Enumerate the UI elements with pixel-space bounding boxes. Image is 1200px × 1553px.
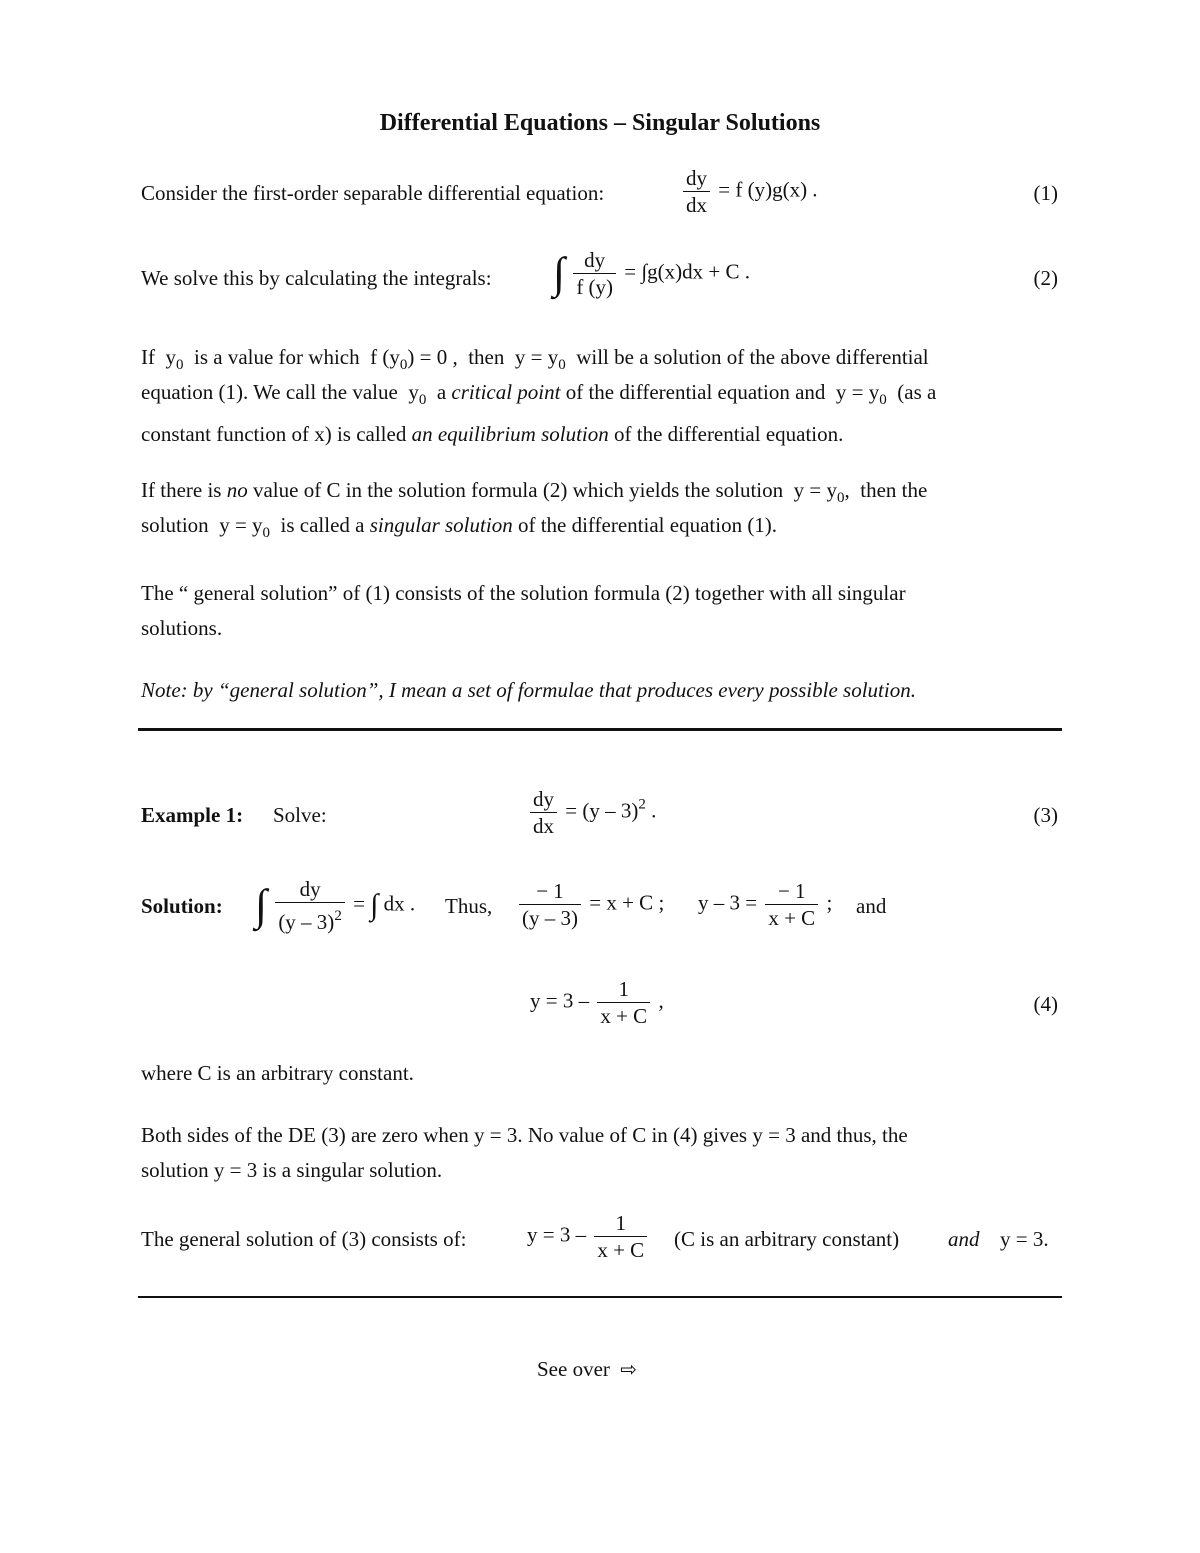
text-run: If there is [141,478,222,502]
eq4-lhs: y = 3 – [530,988,590,1013]
text-run: of the differential equation and [565,380,826,404]
dx-term: dx . [383,891,416,916]
var-y: y [408,380,419,404]
solution-fraction [275,876,345,935]
general-fraction [594,1210,647,1263]
where-text: where C is an arbitrary constant. [141,1061,414,1085]
text-run: constant function of x) is called [141,422,407,446]
eq3-number: (3) [1033,803,1058,827]
emphasis-no: no [226,478,248,502]
math-run: y = y [514,345,559,369]
section-divider-thick [138,728,1062,731]
note [141,678,916,702]
see-over-text: See over [537,1357,610,1381]
eq2-lead: We solve this by calculating the integrals: [141,266,492,290]
solution-integral [255,876,415,935]
text-run: (as a [897,380,937,404]
eq3-denominator: dx [530,812,557,839]
math-run: y = y [219,513,263,537]
solution-and: and [856,894,887,918]
eq2-rhs: = ∫g(x)dx + C . [624,259,750,284]
para1-line3 [141,422,843,446]
critical-point-term: critical point [451,380,561,404]
general-lead: The general solution of (3) consists of: [141,1227,467,1251]
math-run: ) = 0 , [407,345,458,369]
para2-line2 [141,513,777,545]
eq3-dot: . [651,798,657,823]
denominator-exponent: 2 [334,908,342,924]
para2-line1: If there is no value of C in the solution formula (2) which yields the solution $y = y_0$, then the [141,478,928,506]
solution-step3 [698,878,832,931]
para3-line2: solutions. [141,616,223,640]
general-tail: y = 3. [1000,1227,1049,1251]
step2-denominator: (y – 3) [519,904,581,931]
eq1-numerator: dy [686,166,707,190]
solution-label: Solution: [141,894,223,918]
math-run: y = y [835,380,880,404]
eq1-lead: Consider the first-order separable differential equation: [141,181,605,205]
step3-denominator: x + C [765,904,818,931]
text-run: will be a solution of the above differential [576,345,929,369]
text-run: solution [141,513,209,537]
step3-semicolon: ; [826,890,833,915]
eq2-denominator: f (y) [573,273,616,300]
eq1-formula [680,165,818,218]
singular-solution-term: singular solution [369,513,513,537]
denominator-base: (y – 3) [278,910,335,934]
equals-sign: = [353,891,365,916]
math-run: f (y [370,345,400,369]
page-title: Differential Equations – Singular Solutions [379,110,821,136]
solution-numerator: dy [299,877,321,901]
text-run: is a value for which [194,345,360,369]
step2-rhs: = x + C ; [589,890,665,915]
eq3-formula [527,786,656,839]
eq3-rhs: = (y – 3) [565,798,639,823]
eq4-fraction [597,976,650,1029]
text-run: value of C in the solution formula (2) which yields the solution [252,478,784,502]
text-run: equation (1). We call the value [141,380,398,404]
right-arrow-icon: ⇨ [620,1357,638,1381]
general-and [948,1227,980,1251]
eq4-comma: , [658,988,664,1013]
subscript-zero: 0 [879,392,887,408]
step3-fraction [765,878,818,931]
subscript-zero: 0 [558,357,566,373]
see-over-link[interactable] [537,1357,637,1381]
para1-line1 [141,345,929,377]
example1-solve: Solve: [273,803,327,827]
subscript-zero: 0 [176,357,184,373]
eq4-formula [530,976,664,1029]
solution-thus: Thus, [445,894,493,918]
text-run: of the differential equation. [614,422,844,446]
text-run: then [468,345,505,369]
subscript-zero: 0 [399,357,408,373]
text-run: of the differential equation (1). [517,513,778,537]
integral-sign-small: ∫ [370,888,379,922]
eq1-number: (1) [1033,181,1058,205]
step3-lhs: y – 3 = [698,890,758,915]
general-formula [527,1210,650,1263]
eq3-exponent: 2 [638,796,646,813]
para1-line2 [141,380,936,412]
equilibrium-term: an equilibrium solution [411,422,609,446]
solution-step2 [516,878,664,931]
general-paren: (C is an arbitrary constant) [674,1227,900,1251]
eq4-numerator: 1 [618,977,630,1001]
text-run: a [436,380,447,404]
eq2-fraction [573,247,616,300]
eq3-numerator: dy [533,787,554,811]
subscript-zero: 0 [836,490,845,506]
step2-fraction [519,878,581,931]
var-y: y [165,345,176,369]
para3-line1: The “ general solution” of (1) consists of the solution formula (2) together with all singular [141,581,906,605]
step2-numerator: − 1 [536,879,564,903]
eq1-denominator: dx [683,191,710,218]
text-run: then the [860,478,928,502]
eq2-number: (2) [1033,266,1058,290]
both-line2: solution y = 3 is a singular solution. [141,1158,443,1182]
section-divider-thin [138,1296,1062,1298]
eq1-rhs: = f (y)g(x) . [718,177,818,202]
subscript-zero: 0 [262,525,271,541]
subscript-zero: 0 [418,392,427,408]
eq2-formula [553,247,750,300]
integral-sign: ∫ [255,880,268,930]
text-run: is called a [280,513,365,537]
general-denominator: x + C [594,1236,647,1263]
eq3-fraction [530,786,557,839]
eq4-denominator: x + C [597,1002,650,1029]
general-lhs: y = 3 – [527,1222,587,1247]
general-numerator: 1 [615,1211,627,1235]
and-italic: and [948,1227,980,1251]
math-run: y = y [793,478,837,502]
eq2-numerator: dy [584,248,606,272]
solution-denominator [275,902,345,935]
example1-label: Example 1: [141,803,244,827]
eq4-number: (4) [1033,992,1058,1016]
eq1-fraction [683,165,710,218]
integral-sign: ∫ [553,248,566,298]
text-run: If [141,345,155,369]
step3-numerator: − 1 [777,879,806,903]
note-text: Note: by “general solution”, I mean a set of formulae that produces every possible solution. [141,678,916,702]
both-line1: Both sides of the DE (3) are zero when y = 3. No value of C in (4) gives y = 3 and thus, the [141,1123,908,1147]
